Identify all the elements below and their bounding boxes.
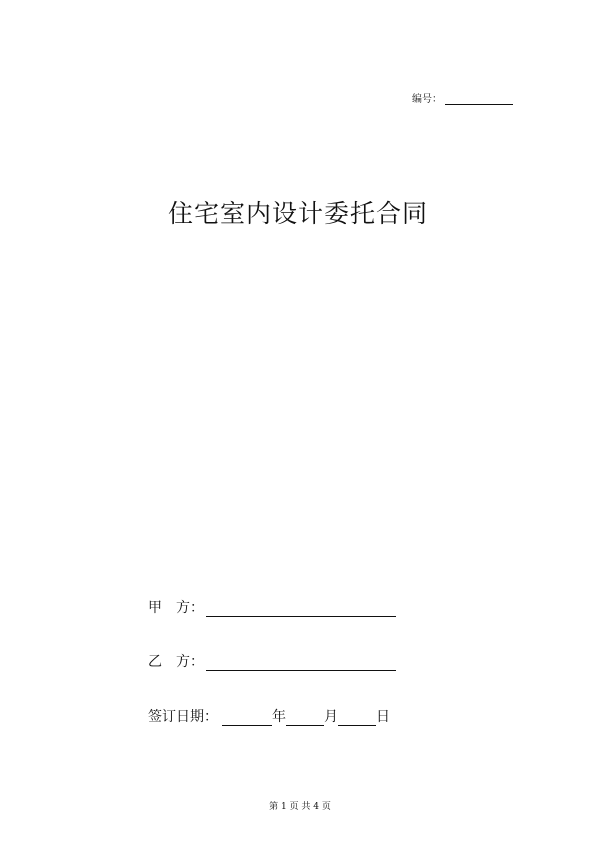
document-title: 住宅室内设计委托合同 — [168, 199, 429, 228]
party-b-label: 乙 — [148, 654, 162, 670]
party-a-line — [148, 597, 396, 617]
year-label: 年 — [272, 709, 286, 725]
month-label: 月 — [324, 709, 338, 725]
sign-date-line — [148, 706, 390, 726]
party-a-suffix: 方： — [176, 600, 204, 616]
day-label: 日 — [376, 709, 390, 725]
day-blank — [338, 713, 376, 726]
party-b-blank — [206, 658, 396, 671]
party-a-label: 甲 — [148, 600, 162, 616]
party-a-blank — [206, 604, 396, 617]
contract-number — [412, 90, 513, 105]
contract-number-blank — [445, 94, 513, 105]
month-blank — [286, 713, 324, 726]
year-blank — [222, 713, 272, 726]
contract-number-label: 编号： — [412, 94, 442, 105]
page-footer: 第 1 页 共 4 页 — [269, 802, 331, 812]
party-b-suffix: 方： — [176, 654, 204, 670]
sign-date-label: 签订日期： — [148, 709, 218, 725]
party-b-line — [148, 651, 396, 671]
